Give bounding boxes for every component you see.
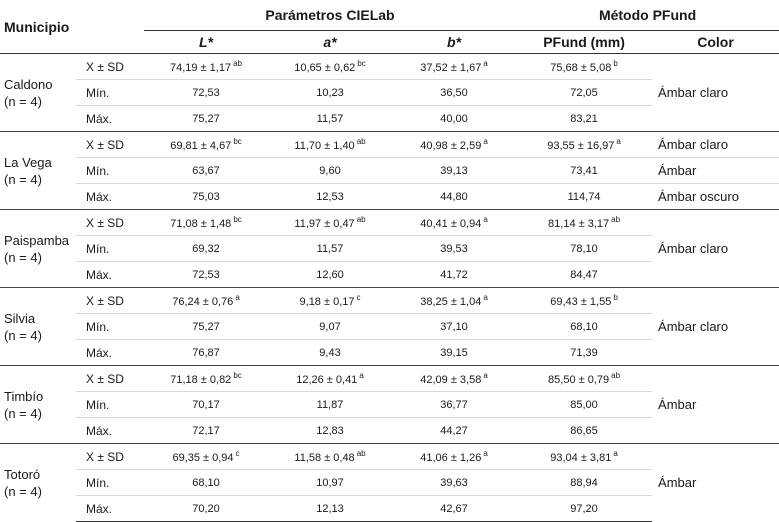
header-a: a* — [268, 31, 392, 54]
value-text: 69,32 — [192, 242, 220, 255]
municipio-n: (n = 4) — [4, 405, 42, 421]
color-cell: Ámbar claro — [652, 288, 779, 366]
value-text: 72,53 — [192, 86, 220, 99]
value-p — [516, 340, 652, 366]
value-p — [516, 158, 652, 184]
value-L — [144, 366, 268, 392]
value-text: 11,70 ± 1,40 — [294, 140, 355, 152]
value-text: 72,17 — [192, 424, 220, 437]
value-L — [144, 444, 268, 470]
significance-letter: bc — [357, 59, 366, 68]
value-text: 11,87 — [316, 398, 344, 411]
value-text: 69,35 ± 0,94 — [172, 452, 234, 464]
significance-letter: a — [235, 293, 240, 302]
value-text: 73,41 — [570, 164, 598, 177]
value-text: 39,53 — [440, 242, 468, 255]
value-text: 11,57 — [316, 112, 344, 125]
value-text: 76,24 ± 0,76 — [172, 296, 234, 308]
value-b — [392, 366, 516, 392]
significance-letter: a — [616, 137, 621, 146]
value-text: 12,83 — [316, 424, 344, 437]
value-a — [268, 210, 392, 236]
value-text: 75,27 — [192, 112, 220, 125]
value-text: 85,00 — [570, 398, 598, 411]
municipio-name: Caldono — [4, 76, 53, 92]
value-L — [144, 132, 268, 158]
stat-label: X ± SD — [76, 54, 144, 80]
value-p — [516, 288, 652, 314]
value-b — [392, 236, 516, 262]
stat-label: X ± SD — [76, 132, 144, 158]
municipio-name: Timbío — [4, 388, 44, 404]
value-L — [144, 80, 268, 106]
municipio-name: Totoró — [4, 466, 41, 482]
value-text: 44,27 — [440, 424, 468, 437]
municipio-cell — [0, 132, 76, 210]
color-cell: Ámbar claro — [652, 132, 779, 158]
value-b — [392, 340, 516, 366]
value-text: 68,10 — [192, 476, 220, 489]
municipio-cell — [0, 366, 76, 444]
value-a — [268, 80, 392, 106]
value-b — [392, 314, 516, 340]
significance-letter: b — [613, 293, 618, 302]
value-p — [516, 106, 652, 132]
value-b — [392, 80, 516, 106]
value-L — [144, 418, 268, 444]
value-a — [268, 470, 392, 496]
value-a — [268, 444, 392, 470]
value-text: 10,23 — [316, 86, 344, 99]
municipio-n: (n = 4) — [4, 327, 42, 343]
value-p — [516, 184, 652, 210]
value-text: 39,13 — [440, 164, 468, 177]
value-text: 85,50 ± 0,79 — [548, 374, 610, 386]
header-pfund: PFund (mm) — [516, 31, 652, 54]
value-p — [516, 210, 652, 236]
value-b — [392, 444, 516, 470]
municipio-cell — [0, 210, 76, 288]
significance-letter: ab — [233, 59, 242, 68]
value-text: 37,52 ± 1,67 — [420, 62, 482, 74]
value-L — [144, 340, 268, 366]
table-row — [0, 132, 779, 158]
value-text: 70,17 — [192, 398, 220, 411]
value-text: 36,50 — [440, 86, 468, 99]
significance-letter: a — [483, 449, 488, 458]
value-text: 12,26 ± 0,41 — [296, 374, 358, 386]
significance-letter: bc — [233, 137, 242, 146]
color-cell: Ámbar — [652, 158, 779, 184]
significance-letter: a — [483, 215, 488, 224]
value-b — [392, 392, 516, 418]
value-text: 93,04 ± 3,81 — [550, 452, 612, 464]
stat-label: Mín. — [76, 470, 144, 496]
value-text: 93,55 ± 16,97 — [547, 140, 615, 152]
value-text: 40,00 — [440, 112, 468, 125]
significance-letter: a — [483, 137, 488, 146]
value-p — [516, 314, 652, 340]
header-pfund-method: Método PFund — [516, 0, 779, 31]
stat-label: Mín. — [76, 236, 144, 262]
header-municipio: Municipio — [0, 0, 76, 54]
municipio-cell — [0, 54, 76, 132]
value-text: 84,47 — [570, 268, 598, 281]
municipio-cell — [0, 444, 76, 522]
value-L — [144, 54, 268, 80]
stat-label: X ± SD — [76, 288, 144, 314]
value-a — [268, 314, 392, 340]
value-text: 75,68 ± 5,08 — [550, 62, 612, 74]
value-text: 12,60 — [316, 268, 344, 281]
value-L — [144, 470, 268, 496]
value-text: 37,10 — [440, 320, 468, 333]
value-b — [392, 132, 516, 158]
value-L — [144, 288, 268, 314]
header-spacer — [76, 0, 144, 31]
municipio-name: Paispamba — [4, 232, 70, 248]
value-a — [268, 418, 392, 444]
table-body — [0, 54, 779, 522]
significance-letter: a — [613, 449, 618, 458]
value-text: 71,39 — [570, 346, 598, 359]
value-L — [144, 392, 268, 418]
municipio-n: (n = 4) — [4, 171, 42, 187]
value-text: 69,81 ± 4,67 — [170, 140, 232, 152]
municipio-name: La Vega — [4, 154, 52, 170]
significance-letter: bc — [233, 371, 242, 380]
stat-label: Máx. — [76, 418, 144, 444]
value-text: 81,14 ± 3,17 — [548, 218, 610, 230]
value-text: 38,25 ± 1,04 — [420, 296, 482, 308]
value-text: 71,18 ± 0,82 — [170, 374, 232, 386]
value-text: 11,97 ± 0,47 — [294, 218, 355, 230]
stat-label: X ± SD — [76, 210, 144, 236]
stat-label: Mín. — [76, 158, 144, 184]
value-a — [268, 236, 392, 262]
value-L — [144, 314, 268, 340]
header-stat-spacer — [76, 31, 144, 54]
municipio-cell — [0, 288, 76, 366]
value-text: 10,65 ± 0,62 — [294, 62, 356, 74]
value-text: 63,67 — [192, 164, 220, 177]
value-text: 72,53 — [192, 268, 220, 281]
value-a — [268, 262, 392, 288]
value-a — [268, 340, 392, 366]
value-p — [516, 80, 652, 106]
value-p — [516, 444, 652, 470]
significance-letter: ab — [611, 215, 621, 224]
table-row — [0, 210, 779, 236]
value-p — [516, 366, 652, 392]
stat-label: Mín. — [76, 314, 144, 340]
municipio-n: (n = 4) — [4, 249, 42, 265]
value-b — [392, 288, 516, 314]
value-a — [268, 288, 392, 314]
header-b: b* — [392, 31, 516, 54]
color-cell: Ámbar oscuro — [652, 184, 779, 210]
value-p — [516, 496, 652, 522]
header-color: Color — [652, 31, 779, 54]
value-a — [268, 366, 392, 392]
value-L — [144, 262, 268, 288]
stat-label: X ± SD — [76, 366, 144, 392]
value-text: 9,43 — [319, 346, 341, 359]
value-b — [392, 184, 516, 210]
value-text: 11,58 ± 0,48 — [294, 452, 355, 464]
value-text: 69,43 ± 1,55 — [550, 296, 612, 308]
stat-label: Mín. — [76, 80, 144, 106]
table-row — [0, 288, 779, 314]
stat-label: Máx. — [76, 496, 144, 522]
value-a — [268, 496, 392, 522]
value-text: 40,98 ± 2,59 — [420, 140, 482, 152]
value-text: 72,05 — [570, 86, 598, 99]
value-p — [516, 54, 652, 80]
header-L: L* — [144, 31, 268, 54]
value-text: 11,57 — [316, 242, 344, 255]
value-a — [268, 132, 392, 158]
value-a — [268, 392, 392, 418]
municipio-n: (n = 4) — [4, 483, 42, 499]
value-text: 70,20 — [192, 502, 220, 515]
value-p — [516, 418, 652, 444]
value-text: 9,18 ± 0,17 — [299, 296, 355, 308]
value-L — [144, 210, 268, 236]
value-a — [268, 106, 392, 132]
value-b — [392, 54, 516, 80]
value-text: 44,80 — [440, 190, 468, 203]
value-b — [392, 496, 516, 522]
value-text: 75,03 — [192, 190, 220, 203]
stat-label: X ± SD — [76, 444, 144, 470]
value-text: 12,13 — [316, 502, 344, 515]
stat-label: Máx. — [76, 340, 144, 366]
stat-label: Mín. — [76, 392, 144, 418]
color-cell: Ámbar — [652, 444, 779, 522]
value-text: 39,15 — [440, 346, 468, 359]
value-b — [392, 106, 516, 132]
color-cell: Ámbar claro — [652, 210, 779, 288]
value-b — [392, 262, 516, 288]
table-row — [0, 158, 779, 184]
value-text: 36,77 — [440, 398, 468, 411]
value-a — [268, 54, 392, 80]
municipio-n: (n = 4) — [4, 93, 42, 109]
significance-letter: ab — [356, 449, 366, 458]
value-text: 10,97 — [316, 476, 344, 489]
significance-letter: b — [613, 59, 618, 68]
value-text: 74,19 ± 1,17 — [170, 62, 232, 74]
value-text: 114,74 — [567, 190, 601, 203]
municipio-name: Silvia — [4, 310, 36, 326]
table-row — [0, 54, 779, 80]
value-p — [516, 132, 652, 158]
significance-letter: ab — [611, 371, 621, 380]
table-row — [0, 444, 779, 470]
significance-letter: c — [235, 449, 240, 458]
significance-letter: a — [483, 371, 488, 380]
color-cell: Ámbar — [652, 366, 779, 444]
value-text: 97,20 — [570, 502, 598, 515]
value-text: 68,10 — [570, 320, 598, 333]
value-text: 40,41 ± 0,94 — [420, 218, 482, 230]
significance-letter: c — [356, 293, 361, 302]
value-p — [516, 262, 652, 288]
value-text: 39,63 — [440, 476, 468, 489]
value-text: 78,10 — [570, 242, 598, 255]
table-row — [0, 184, 779, 210]
value-text: 71,08 ± 1,48 — [170, 218, 232, 230]
value-text: 9,60 — [319, 164, 341, 177]
significance-letter: ab — [356, 137, 366, 146]
stat-label: Máx. — [76, 262, 144, 288]
value-text: 76,87 — [192, 346, 220, 359]
value-text: 83,21 — [570, 112, 598, 125]
value-text: 9,07 — [319, 320, 341, 333]
value-text: 12,53 — [316, 190, 344, 203]
value-a — [268, 158, 392, 184]
value-b — [392, 158, 516, 184]
significance-letter: bc — [233, 215, 242, 224]
value-L — [144, 184, 268, 210]
value-L — [144, 496, 268, 522]
value-text: 75,27 — [192, 320, 220, 333]
stat-label: Máx. — [76, 184, 144, 210]
value-text: 86,65 — [570, 424, 598, 437]
value-b — [392, 210, 516, 236]
value-a — [268, 184, 392, 210]
value-p — [516, 392, 652, 418]
value-p — [516, 236, 652, 262]
value-L — [144, 106, 268, 132]
value-text: 41,72 — [440, 268, 468, 281]
value-text: 42,09 ± 3,58 — [420, 374, 482, 386]
value-b — [392, 418, 516, 444]
significance-letter: a — [483, 59, 488, 68]
value-text: 88,94 — [570, 476, 598, 489]
value-L — [144, 158, 268, 184]
significance-letter: ab — [356, 215, 366, 224]
table-row — [0, 366, 779, 392]
color-cell: Ámbar claro — [652, 54, 779, 132]
value-text: 41,06 ± 1,26 — [420, 452, 482, 464]
value-p — [516, 470, 652, 496]
value-L — [144, 236, 268, 262]
header-cielab: Parámetros CIELab — [144, 0, 516, 31]
significance-letter: a — [483, 293, 488, 302]
significance-letter: a — [359, 371, 364, 380]
value-b — [392, 470, 516, 496]
value-text: 42,67 — [440, 502, 468, 515]
stat-label: Máx. — [76, 106, 144, 132]
